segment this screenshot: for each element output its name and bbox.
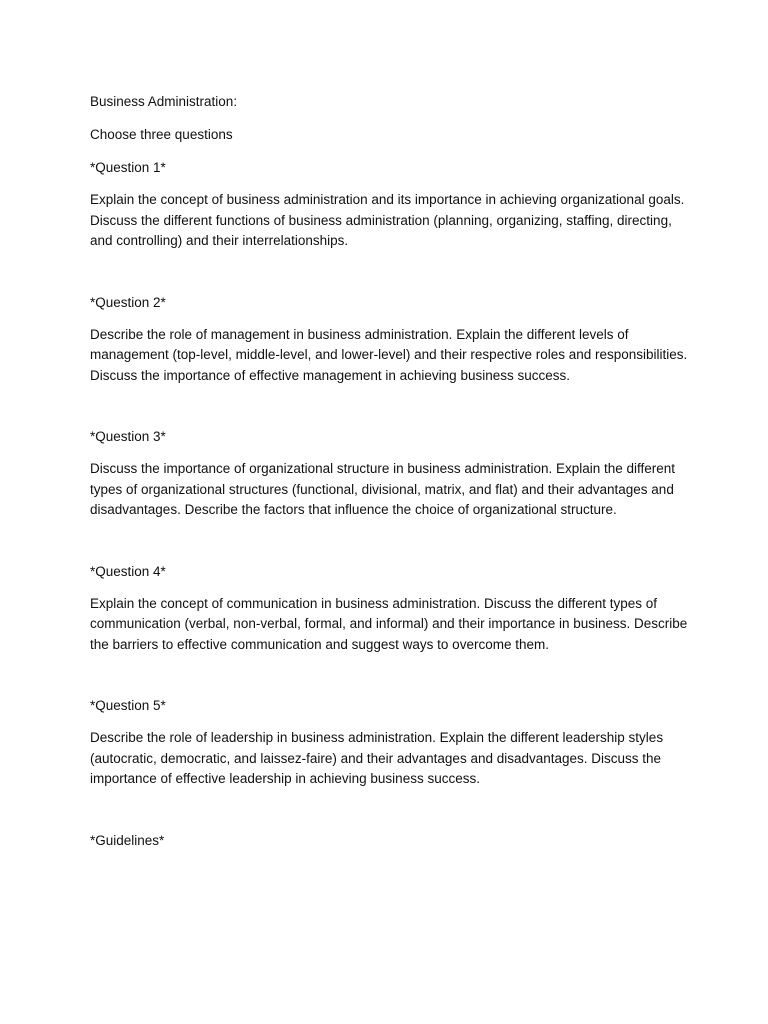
question-text: Describe the role of management in business administration. Explain the different levels of management (top-level, middle-level, and lower-level) and their respective roles and responsibilities. Discuss the importance of effective management in achieving business success. — [90, 326, 688, 383]
instruction-text: Choose three questions — [90, 127, 233, 142]
question-text: Explain the concept of business administration and its importance in achieving organizational goals. Discuss the different functions of business administration (planning, organizing, staffing, directing, and controlling) and their interrelationships. — [90, 192, 685, 248]
question-text: Discuss the importance of organizational structure in business administration. Explain the different types of organizational structures (functional, divisional, matrix, and flat) and their advantages and disadvantages. Describe the factors that influence the choice of organizational structure. — [90, 461, 676, 517]
question-block-1 — [90, 158, 690, 252]
question-block-5 — [90, 696, 690, 790]
document-page — [90, 92, 690, 851]
question-text: Describe the role of leadership in business administration. Explain the different leadership styles (autocratic, democratic, and laissez-faire) and their advantages and disadvantages. Discuss the importance of effective leadership in achieving business success. — [90, 730, 664, 786]
document-title: Business Administration: — [90, 94, 238, 109]
question-label: *Question 5* — [90, 698, 166, 713]
question-block-2 — [90, 293, 690, 387]
question-text: Explain the concept of communication in business administration. Discuss the different types of communication (verbal, non-verbal, formal, and informal) and their importance in business. Describe the barriers to effective communication and suggest ways to overcome them. — [90, 595, 688, 652]
guidelines-heading: *Guidelines* — [90, 832, 165, 848]
question-label: *Question 1* — [90, 160, 166, 175]
question-label: *Question 4* — [90, 563, 166, 579]
question-label: *Question 2* — [90, 294, 166, 310]
question-block-4 — [90, 562, 690, 656]
question-block-3 — [90, 427, 690, 521]
question-label: *Question 3* — [90, 429, 166, 444]
